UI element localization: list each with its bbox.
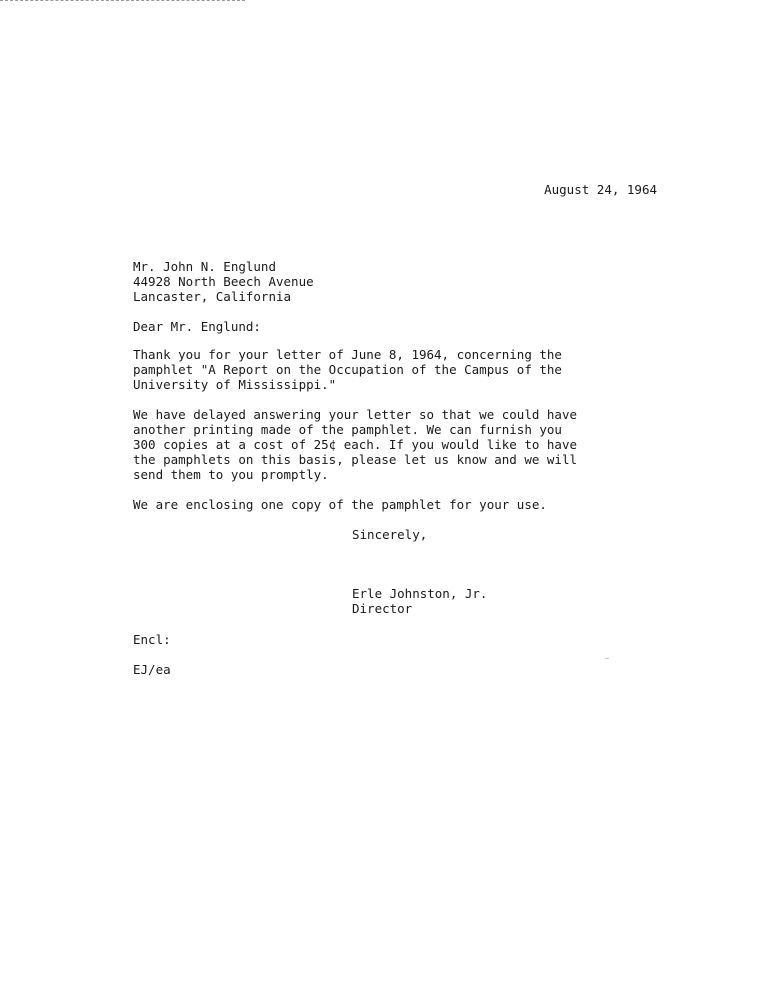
body-paragraph-3: We are enclosing one copy of the pamphlet for your use.: [133, 497, 547, 512]
letter-date: August 24, 1964: [544, 182, 657, 197]
paragraph-line: send them to you promptly.: [133, 467, 329, 482]
paragraph-line: the pamphlets on this basis, please let us know and we will: [133, 452, 578, 467]
recipient-city: Lancaster, California: [133, 289, 292, 304]
paragraph-line: 300 copies at a cost of 25¢ each. If you would like to have: [133, 437, 578, 452]
enclosure-notation: Encl:: [133, 632, 171, 647]
paragraph-line: University of Mississippi.": [133, 377, 337, 392]
recipient-street: 44928 North Beech Avenue: [133, 274, 314, 289]
page-edge-dotted-line: [0, 0, 245, 1]
body-paragraph-1: [133, 347, 562, 392]
typist-initials: EJ/ea: [133, 662, 171, 677]
complimentary-closing: Sincerely,: [352, 527, 428, 542]
signature-block: [352, 586, 487, 616]
signer-title: Director: [352, 601, 413, 616]
recipient-address: [133, 259, 314, 304]
paragraph-line: We have delayed answering your letter so that we could have: [133, 407, 578, 422]
paragraph-line: pamphlet "A Report on the Occupation of the Campus of the: [133, 362, 562, 377]
scan-speck: [605, 658, 609, 659]
salutation: Dear Mr. Englund:: [133, 319, 261, 334]
body-paragraph-2: [133, 407, 577, 482]
signer-name: Erle Johnston, Jr.: [352, 586, 488, 601]
paragraph-line: Thank you for your letter of June 8, 1964, concerning the: [133, 347, 562, 362]
recipient-name: Mr. John N. Englund: [133, 259, 276, 274]
paragraph-line: another printing made of the pamphlet. We can furnish you: [133, 422, 562, 437]
